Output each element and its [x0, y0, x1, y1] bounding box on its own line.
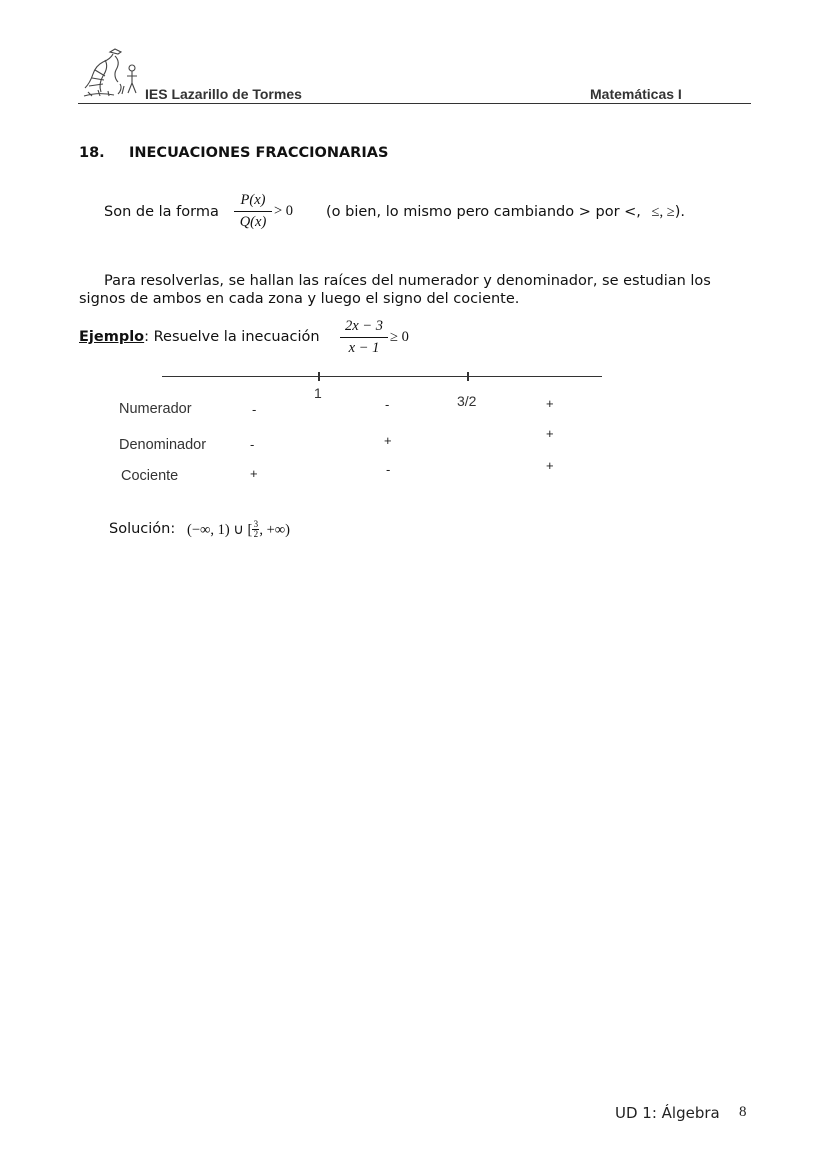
point-label-3-2: 3/2 [457, 393, 477, 409]
school-name: IES Lazarillo de Tormes [145, 86, 302, 102]
tick-1 [318, 372, 320, 381]
section-number: 18. [79, 145, 105, 161]
form-prefix: Son de la forma [104, 204, 219, 220]
row-label-numerador: Numerador [119, 401, 192, 417]
form-note-end: ). [674, 204, 685, 220]
section-heading [79, 145, 388, 161]
form-note-text: (o bien, lo mismo pero cambiando > por <, [326, 204, 641, 220]
number-line [162, 376, 602, 377]
example-label: Ejemplo [79, 329, 145, 345]
footer-unit: UD 1: Álgebra [615, 1104, 720, 1122]
sign-cociente-2: - [386, 462, 391, 477]
solution-frac-den: 2 [253, 529, 259, 539]
fraction-denominator: Q(x) [239, 214, 267, 230]
row-label-denominador: Denominador [119, 437, 207, 453]
method-line-2: signos de ambos en cada zona y luego el signo del cociente. [79, 291, 520, 307]
general-fraction [234, 192, 272, 231]
method-line-1: Para resolverlas, se hallan las raíces del numerador y denominador, se estudian los [104, 273, 711, 289]
form-relation: > 0 [274, 203, 294, 219]
sign-cociente-3: + [546, 458, 554, 473]
section-title: INECUACIONES FRACCIONARIAS [129, 145, 389, 161]
form-note-symbols: ≤, ≥ [651, 204, 675, 220]
solution-part-1: (−∞, 1) ∪ [ [187, 521, 253, 538]
example-fraction-bar [340, 337, 388, 338]
solution-label: Solución: [109, 521, 176, 537]
tick-3-2 [467, 372, 469, 381]
footer-page-number: 8 [739, 1104, 747, 1120]
example-numerator: 2x − 3 [345, 318, 383, 334]
example-relation: ≥ 0 [390, 329, 409, 345]
solution-expression [187, 521, 290, 540]
header-divider [78, 103, 751, 104]
example-line [79, 328, 320, 347]
subject-name: Matemáticas I [590, 86, 682, 102]
example-denominator: x − 1 [348, 340, 380, 356]
point-label-1: 1 [314, 385, 322, 401]
school-logo [80, 46, 140, 102]
sign-numerador-1: - [252, 402, 257, 417]
row-label-cociente: Cociente [121, 468, 179, 484]
example-text: : Resuelve la inecuación [144, 329, 320, 345]
solution-part-2: , +∞) [259, 521, 290, 538]
sign-denominador-3: + [546, 426, 554, 441]
fraction-bar [234, 211, 272, 212]
sign-denominador-2: + [384, 433, 392, 448]
solution-frac-num: 3 [253, 519, 259, 529]
solution-fraction [252, 520, 259, 539]
sign-cociente-1: + [250, 466, 258, 481]
sign-numerador-3: + [546, 396, 554, 411]
sign-numerador-2: - [385, 397, 390, 412]
fraction-numerator: P(x) [240, 192, 266, 208]
sign-denominador-1: - [250, 437, 255, 452]
example-fraction [340, 318, 388, 357]
form-note [326, 203, 685, 222]
